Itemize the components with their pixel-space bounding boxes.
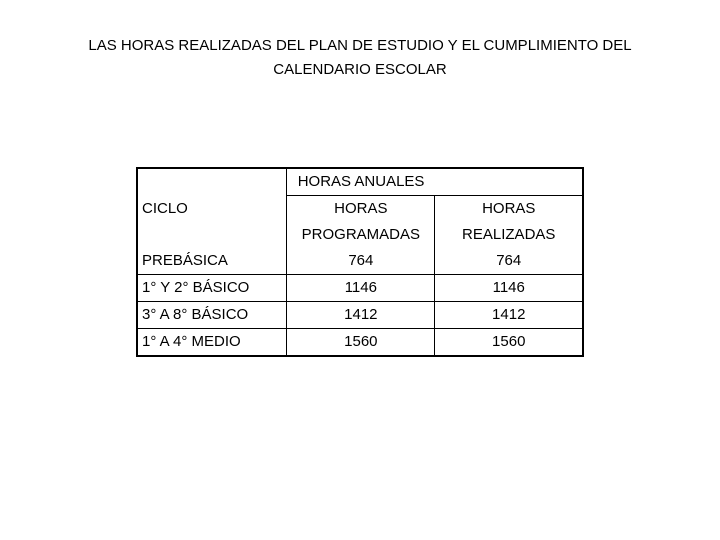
title-line-2: CALENDARIO ESCOLAR [273, 61, 447, 78]
title-line-1: LAS HORAS REALIZADAS DEL PLAN DE ESTUDIO Y EL CUMPLIMIENTO DEL [88, 37, 632, 54]
row-realizadas: 1560 [435, 329, 583, 357]
header-row-1 [137, 168, 583, 196]
row-ciclo: 1° Y 2° BÁSICO [137, 275, 287, 302]
header-realizadas-1: HORAS [435, 196, 583, 223]
row-realizadas: 1412 [435, 302, 583, 329]
row-ciclo: PREBÁSICA [137, 248, 287, 275]
row-programadas: 1412 [287, 302, 435, 329]
row-programadas: 1146 [287, 275, 435, 302]
row-programadas: 764 [287, 248, 435, 275]
row-realizadas: 1146 [435, 275, 583, 302]
header-blank [435, 168, 583, 196]
row-ciclo: 1° A 4° MEDIO [137, 329, 287, 357]
page-title [60, 34, 660, 82]
table-row [137, 329, 583, 357]
row-programadas: 1560 [287, 329, 435, 357]
table-row [137, 248, 583, 275]
table-row [137, 275, 583, 302]
table-row [137, 302, 583, 329]
hours-table [136, 167, 584, 357]
header-programadas-1: HORAS [287, 196, 435, 223]
header-realizadas-2: REALIZADAS [435, 222, 583, 248]
row-ciclo: 3° A 8° BÁSICO [137, 302, 287, 329]
header-horas-anuales: HORAS ANUALES [287, 168, 435, 196]
header-ciclo: CICLO [137, 168, 287, 248]
header-programadas-2: PROGRAMADAS [287, 222, 435, 248]
row-realizadas: 764 [435, 248, 583, 275]
